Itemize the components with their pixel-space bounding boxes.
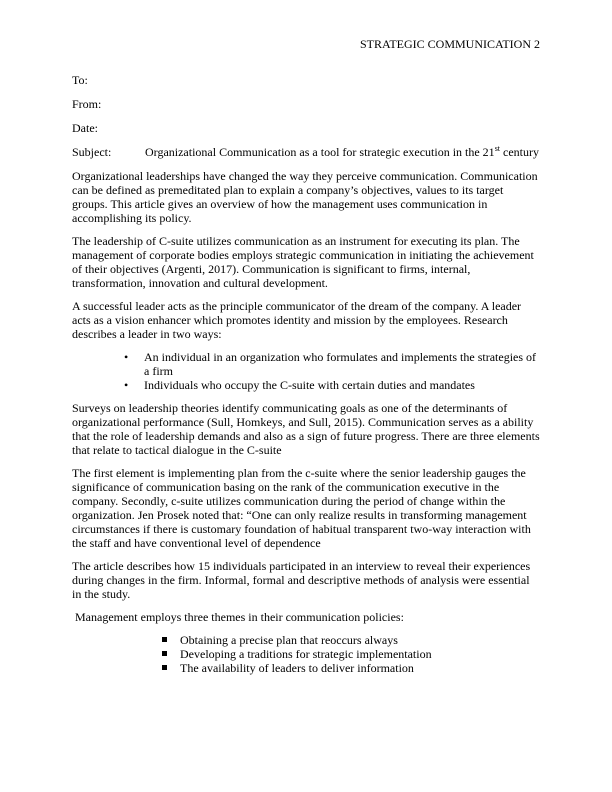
themes-intro: Management employs three themes in their communication policies: bbox=[75, 610, 404, 624]
list-item: Developing a traditions for strategic implementation bbox=[180, 647, 540, 661]
memo-body bbox=[72, 73, 540, 684]
paragraph-3: A successful leader acts as the principle communicator of the dream of the company. A leader acts as a vision enhancer which promotes identity and mission by the employees. Research describes a leader in two ways: bbox=[72, 299, 522, 341]
list-item: • An individual in an organization who formulates and implements the strategies of a firm bbox=[144, 350, 540, 378]
paragraph-4: Surveys on leadership theories identify communicating goals as one of the determinants of organizational performance (Sull, Homkeys, and Sull, 2015). Communication serves as a ability that the role of leadership demands and also as a sign of future progress. There are three elements that relate to tactical dialogue in the C-suite bbox=[72, 401, 540, 457]
memo-date: Date: bbox=[72, 121, 98, 135]
paragraph-5: The first element is implementing plan from the c-suite where the senior leadership gauges the significance of communication basing on the rank of the communication executive in the company. Secondly, c-suite utilizes communication during the period of change within the organization. Jen Prosek noted that: “One can only realize results in transforming management circumstances if there is customary foundation of habitual transparent two-way interaction with the staff and have conventional level of dependence bbox=[72, 466, 531, 550]
subject-tail: century bbox=[500, 145, 540, 159]
subject-label: Subject: bbox=[72, 145, 112, 159]
themes-list bbox=[72, 633, 540, 675]
leader-definition-list bbox=[72, 350, 540, 392]
running-head: STRATEGIC COMMUNICATION 2 bbox=[359, 37, 540, 51]
paragraph-2: The leadership of C-suite utilizes communication as an instrument for executing its plan. The management of corporate bodies employs strategic communication in initiating the achievement of their objectives (Argenti, 2017). Communication is significant to firms, internal, transformation, innovation and cultural development. bbox=[72, 234, 534, 290]
memo-to: To: bbox=[72, 73, 88, 87]
memo-from: From: bbox=[72, 97, 102, 111]
memo-subject bbox=[72, 145, 540, 159]
list-item: • Individuals who occupy the C-suite with certain duties and mandates bbox=[144, 378, 540, 392]
paragraph-6: The article describes how 15 individuals participated in an interview to reveal their experiences during changes in the firm. Informal, formal and descriptive methods of analysis were essential in the study. bbox=[72, 559, 531, 601]
list-item: The availability of leaders to deliver information bbox=[180, 661, 540, 675]
subject-superscript: st bbox=[494, 144, 501, 153]
list-item: Obtaining a precise plan that reoccurs always bbox=[180, 633, 540, 647]
paragraph-1: Organizational leaderships have changed the way they perceive communication. Communication can be defined as premeditated plan to explain a company’s objectives, values to its target groups. This article gives an overview of how the management uses communication in accomplishing its policy. bbox=[72, 169, 538, 225]
subject-main: Organizational Communication as a tool for strategic execution in the 21 bbox=[145, 145, 495, 159]
subject-text bbox=[145, 145, 540, 159]
